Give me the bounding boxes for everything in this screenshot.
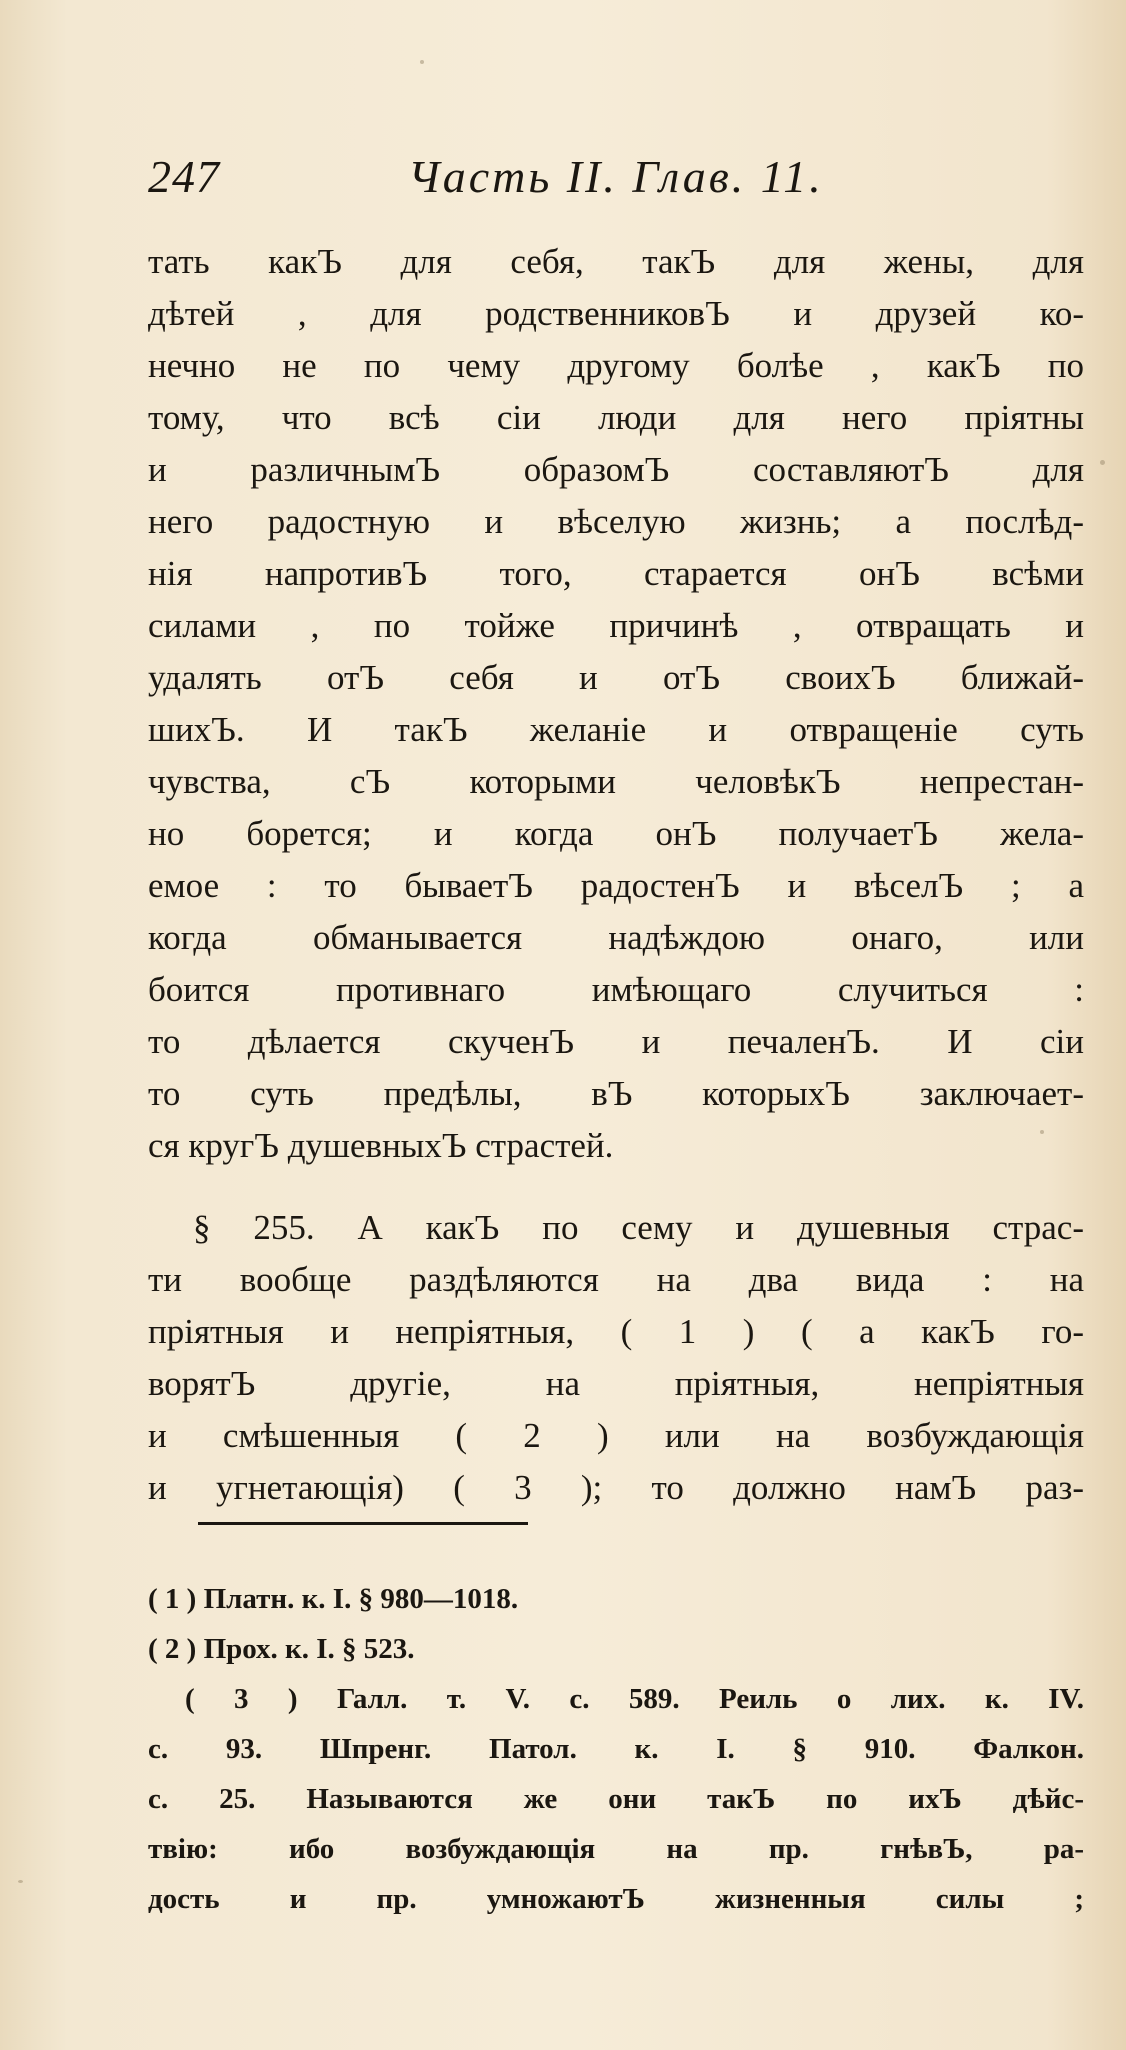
text-line: § 255. А какЪ по сему и душевныя страс- — [193, 1208, 1084, 1247]
text-line: него радостную и вѣселую жизнь; а послѣд- — [148, 502, 1084, 541]
text-line: ти вообще раздѣляются на два вида : на — [148, 1260, 1084, 1299]
paper-speck — [420, 60, 424, 64]
body-text — [148, 236, 1084, 1514]
text-line: дѣтей , для родственниковЪ и друзей ко- — [148, 294, 1084, 333]
text-line: то дѣлается скученЪ и печаленЪ. И сіи — [148, 1022, 1084, 1061]
footnote-line: твію: ибо возбуждающія на пр. гнѣвЪ, ра- — [148, 1833, 1084, 1865]
text-line: то суть предѣлы, вЪ которыхЪ заключает- — [148, 1074, 1084, 1113]
text-line: и смѣшенныя ( 2 ) или на возбуждающія — [148, 1416, 1084, 1455]
text-line: нечно не по чему другому болѣе , какЪ по — [148, 346, 1084, 385]
page-header — [148, 150, 938, 220]
footnote-line: дость и пр. умножаютЪ жизненныя силы ; — [148, 1883, 1084, 1915]
footnotes — [148, 1574, 1084, 1924]
text-line: шихЪ. И такЪ желаніе и отвращеніе суть — [148, 710, 1084, 749]
running-head: Часть II. Глав. 11. — [408, 151, 824, 202]
text-line: чувства, сЪ которыми человѣкЪ непрестан- — [148, 762, 1084, 801]
paper-speck — [1100, 460, 1105, 465]
footnote-rule — [198, 1522, 528, 1525]
footnote-line: с. 93. Шпренг. Патол. к. I. § 910. Фалкон. — [148, 1733, 1084, 1765]
text-line: ворятЪ другіе, на пріятныя, непріятныя — [148, 1364, 1084, 1403]
footnote-line: ( 1 ) Платн. к. I. § 980—1018. — [148, 1583, 519, 1615]
paragraph-gap — [148, 1172, 1084, 1202]
text-line: боится противнаго имѣющаго случиться : — [148, 970, 1084, 1009]
text-line: тому, что всѣ сіи люди для него пріятны — [148, 398, 1084, 437]
text-line: пріятныя и непріятныя, ( 1 ) ( а какЪ го- — [148, 1312, 1084, 1351]
text-line: ся кругЪ душевныхЪ страстей. — [148, 1126, 614, 1165]
footnote-line: ( 3 ) Галл. т. V. с. 589. Реиль о лих. к. IV. — [185, 1683, 1084, 1715]
text-line: тать какЪ для себя, такЪ для жены, для — [148, 242, 1084, 281]
paper-speck — [18, 1880, 23, 1883]
text-line: силами , по тойже причинѣ , отвращать и — [148, 606, 1084, 645]
text-line: и угнетающія) ( 3 ); то должно намЪ раз- — [148, 1468, 1084, 1507]
text-line: удалять отЪ себя и отЪ своихЪ ближай- — [148, 658, 1084, 697]
footnote-line: с. 25. Называются же они такЪ по ихЪ дѣйс- — [148, 1783, 1084, 1815]
text-line: когда обманывается надѣждою онаго, или — [148, 918, 1084, 957]
paper-speck — [1040, 1130, 1044, 1134]
text-line: нія напротивЪ того, старается онЪ всѣми — [148, 554, 1084, 593]
text-line: емое : то бываетЪ радостенЪ и вѣселЪ ; а — [148, 866, 1084, 905]
footnote-line: ( 2 ) Прох. к. I. § 523. — [148, 1633, 415, 1665]
page-number: 247 — [148, 151, 220, 202]
text-line: и различнымЪ образомЪ составляютЪ для — [148, 450, 1084, 489]
text-line: но борется; и когда онЪ получаетЪ жела- — [148, 814, 1084, 853]
